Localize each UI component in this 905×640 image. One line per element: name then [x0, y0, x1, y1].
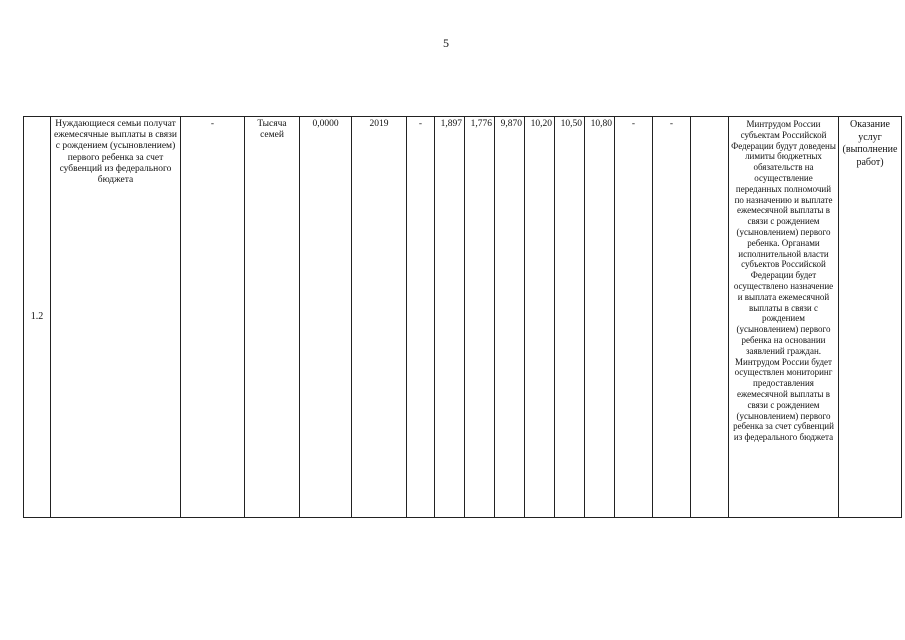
result-characteristic: Минтрудом России субъектам Российской Федерации будут доведены лимиты бюджетных обязательств на осуществление переданных полномочий по назначению и выплате ежемесячной выплаты в связи с рождением (усыновлением) первого ребенка. Органами исполнительной власти субъектов Российской Федерации будет осуществлено назначение и выплата ежемесячной выплаты в связи с рождением (усыновлением) первого ребенка на основании заявлений граждан. Минтрудом России будет осуществлен мониторинг предоставления ежемесячной выплаты в связи с рождением (усыновлением) первого ребенка за счет субвенций из федерального бюджета	[729, 117, 839, 518]
value-2020: 1,776	[465, 117, 495, 518]
value-2021: 9,870	[495, 117, 525, 518]
value-2018: -	[407, 117, 435, 518]
table-row	[24, 117, 902, 518]
base-year: 2019	[352, 117, 407, 518]
value-2019: 1,897	[435, 117, 465, 518]
result-name: Нуждающиеся семьи получат ежемесячные выплаты в связи с рождением (усыновлением) первого ребенка за счет субвенций из федерального бюджета	[51, 117, 181, 518]
project-results-table	[23, 116, 902, 518]
unit-of-measure: Тысяча семей	[245, 117, 300, 518]
empty-cell	[691, 117, 729, 518]
cell-dash: -	[653, 117, 691, 518]
result-type: Оказание услуг (выполнение работ)	[839, 117, 902, 518]
value-2024: 10,80	[585, 117, 615, 518]
row-index: 1.2	[24, 117, 51, 518]
value-2022: 10,20	[525, 117, 555, 518]
cell-dash: -	[615, 117, 653, 518]
cell-dash: -	[181, 117, 245, 518]
base-value: 0,0000	[300, 117, 352, 518]
page-number: 5	[443, 36, 449, 50]
value-2023: 10,50	[555, 117, 585, 518]
